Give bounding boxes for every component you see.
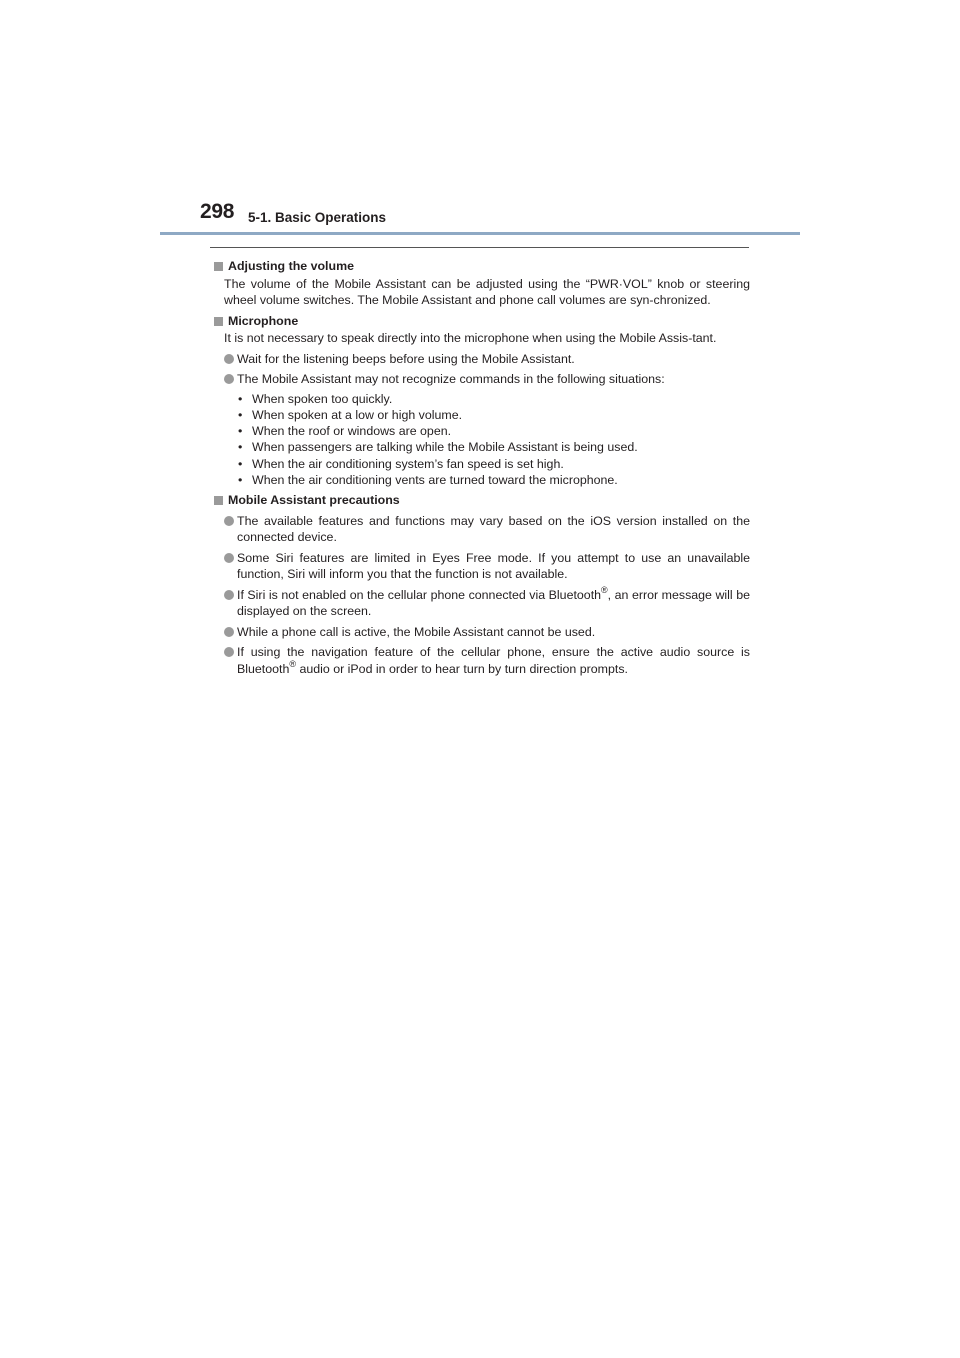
circle-bullet-icon [224, 627, 234, 637]
list-item: • When the roof or windows are open. [238, 424, 452, 439]
list-item: The Mobile Assistant may not recognize commands in the following situations: [224, 371, 750, 388]
list-item: If using the navigation feature of the cellular phone, ensure the active audio source is Bluetooth® audio or iPod in order to hear turn by turn direction prompts. [224, 644, 750, 677]
paragraph-microphone: It is not necessary to speak directly into the microphone when using the Mobile Assis-tant. [224, 331, 717, 345]
list-item: Some Siri features are limited in Eyes Free mode. If you attempt to use an unavailable function, Siri will inform you that the function is not available. [224, 550, 750, 583]
list-item: • When the air conditioning vents are turned toward the microphone. [238, 472, 618, 487]
circle-bullet-icon [224, 647, 234, 657]
registered-mark: ® [289, 658, 296, 669]
list-item: • When spoken too quickly. [238, 391, 393, 406]
situations-list [238, 391, 750, 489]
registered-mark: ® [601, 584, 608, 595]
section-title: 5-1. Basic Operations [248, 210, 387, 225]
list-item: While a phone call is active, the Mobile Assistant cannot be used. [224, 624, 750, 641]
heading-adjusting-volume: Adjusting the volume [210, 258, 750, 275]
content-rule [210, 247, 749, 248]
list-item: The available features and functions may vary based on the iOS version installed on the connected device. [224, 513, 750, 546]
list-item: • When the air conditioning system’s fan speed is set high. [238, 456, 564, 471]
circle-bullet-icon [224, 374, 234, 384]
page-content [210, 258, 750, 679]
circle-bullet-icon [224, 590, 234, 600]
list-item: • When passengers are talking while the Mobile Assistant is being used. [238, 440, 638, 455]
square-bullet-icon [214, 262, 223, 271]
list-item: If Siri is not enabled on the cellular phone connected via Bluetooth®, an error message will be displayed on the screen. [224, 587, 750, 620]
list-item: • When spoken at a low or high volume. [238, 407, 463, 422]
square-bullet-icon [214, 496, 223, 505]
heading-precautions: Mobile Assistant precautions [210, 492, 750, 509]
header-rule [160, 232, 800, 235]
circle-bullet-icon [224, 516, 234, 526]
list-item: Wait for the listening beeps before using the Mobile Assistant. [224, 351, 750, 368]
page-number: 298 [200, 200, 235, 223]
paragraph-volume: The volume of the Mobile Assistant can be adjusted using the “PWR·VOL” knob or steering wheel volume switches. The Mobile Assistant and phone call volumes are syn-chronized. [224, 276, 750, 307]
heading-microphone: Microphone [210, 313, 750, 330]
circle-bullet-icon [224, 354, 234, 364]
circle-bullet-icon [224, 553, 234, 563]
square-bullet-icon [214, 317, 223, 326]
